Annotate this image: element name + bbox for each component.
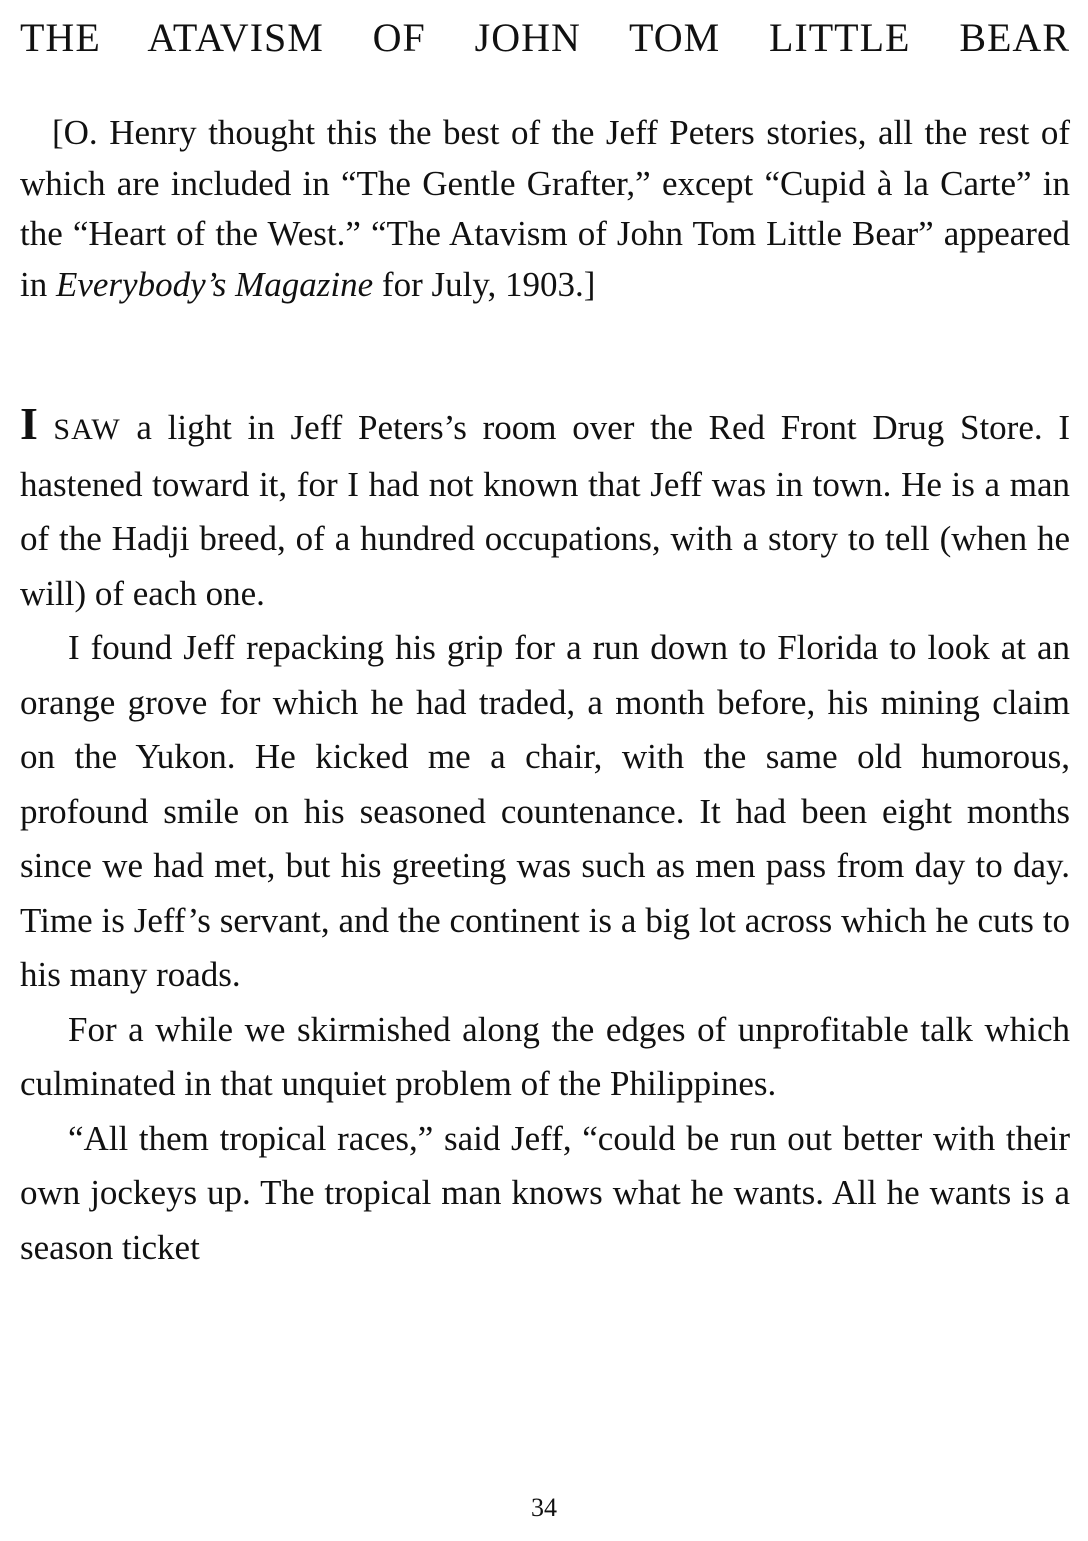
drop-cap: I xyxy=(20,398,38,449)
paragraph-3: For a while we skirmished along the edges of unprofitable talk which culminated in that unquiet problem of the Philippines. xyxy=(20,1009,1070,1103)
paragraph-2: I found Jeff repacking his grip for a run down to Florida to look at an orange grove for which he had traded, a month before, his mining claim on the Yukon. He kicked me a chair, with the same old humorous, profound smile on his seasoned countenance. It had been eight months since we had met, but his greeting was such as men pass from day to day. Time is Jeff’s servant, and the continent is a big lot across which he cuts to his many roads. xyxy=(20,628,1070,994)
story-title: THE ATAVISM OF JOHN TOM LITTLE BEAR xyxy=(20,15,1070,60)
editorial-note-end: for July, 1903.] xyxy=(373,264,596,304)
magazine-name: Everybody’s Magazine xyxy=(55,264,374,304)
editorial-note-text: [O. Henry thought this the best of the Jeff Peters stories, all the rest of which are included in “The Gentle Grafter,” except “Cupid à la Carte” in the “Heart of the West.” “The Atavism of John Tom Little Bear” appeared in xyxy=(20,113,1070,304)
story-body xyxy=(20,398,1070,1275)
paragraph-4: “All them tropical races,” said Jeff, “could be run out better with their own jockeys up. The tropical man knows what he wants. All he wants is a season ticket xyxy=(20,1118,1070,1267)
paragraph-1-text: a light in Jeff Peters’s room over the Red Front Drug Store. I hastened toward it, for I had not known that Jeff was in town. He is a man of the Hadji breed, of a hundred occupations, with a story to tell (when he will) of each one. xyxy=(20,408,1070,613)
lead-in-small-caps: SAW xyxy=(37,413,121,446)
page-number: 34 xyxy=(531,1493,557,1522)
paragraph-1 xyxy=(20,398,1070,621)
editorial-note xyxy=(20,108,1070,310)
